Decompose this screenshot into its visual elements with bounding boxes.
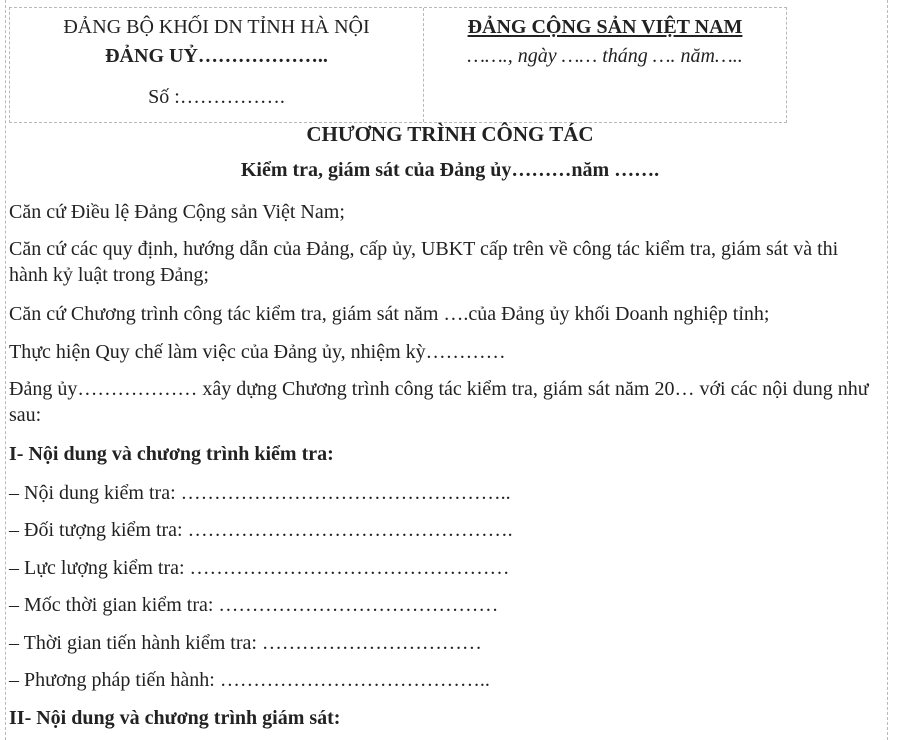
party-committee-name: ĐẢNG BỘ KHỐI DN TỈNH HÀ NỘI — [63, 16, 370, 38]
document-header — [9, 7, 787, 123]
list-item: – Lực lượng kiểm tra: ………………………………………… — [9, 557, 510, 579]
document-subtitle: Kiểm tra, giám sát của Đảng ủy………năm ……. — [240, 159, 660, 181]
list-item: – Đối tượng kiểm tra: …………………………………………. — [9, 519, 513, 541]
paragraph: Căn cứ Chương trình công tác kiểm tra, giám sát năm ….của Đảng ủy khối Doanh nghiệp tỉnh; — [9, 303, 770, 325]
paragraph: Căn cứ Điều lệ Đảng Cộng sản Việt Nam; — [9, 201, 345, 223]
document-date: ……., ngày …… tháng …. năm….. — [467, 45, 743, 67]
list-item: – Nội dung kiểm tra: ………………………………………….. — [9, 482, 511, 504]
paragraph: Thực hiện Quy chế làm việc của Đảng ủy, nhiệm kỳ………… — [9, 341, 506, 363]
paragraph: Căn cứ các quy định, hướng dẫn của Đảng, cấp ủy, UBKT cấp trên về công tác kiểm tra, giám sát và thi hành kỷ luật trong Đảng; — [9, 238, 839, 286]
paragraph: Đảng ủy……………… xây dựng Chương trình công tác kiểm tra, giám sát năm 20… với các nội dung như sau: — [9, 378, 869, 426]
header-right-cell — [424, 8, 786, 122]
document-number: Số :……………. — [148, 86, 285, 108]
list-item: – Mốc thời gian kiểm tra: …………………………………… — [9, 594, 499, 616]
section-heading: II- Nội dung và chương trình giám sát: — [9, 707, 341, 729]
document-title: CHƯƠNG TRÌNH CÔNG TÁC — [306, 122, 594, 146]
party-name: ĐẢNG CỘNG SẢN VIỆT NAM — [467, 16, 743, 38]
list-item: – Thời gian tiến hành kiểm tra: …………………………… — [9, 632, 482, 654]
party-committee-title: ĐẢNG UỶ……………….. — [105, 45, 328, 67]
header-left-cell — [10, 8, 424, 122]
section-heading: I- Nội dung và chương trình kiểm tra: — [9, 443, 334, 465]
list-item: – Phương pháp tiến hành: ………………………………….. — [9, 669, 490, 691]
